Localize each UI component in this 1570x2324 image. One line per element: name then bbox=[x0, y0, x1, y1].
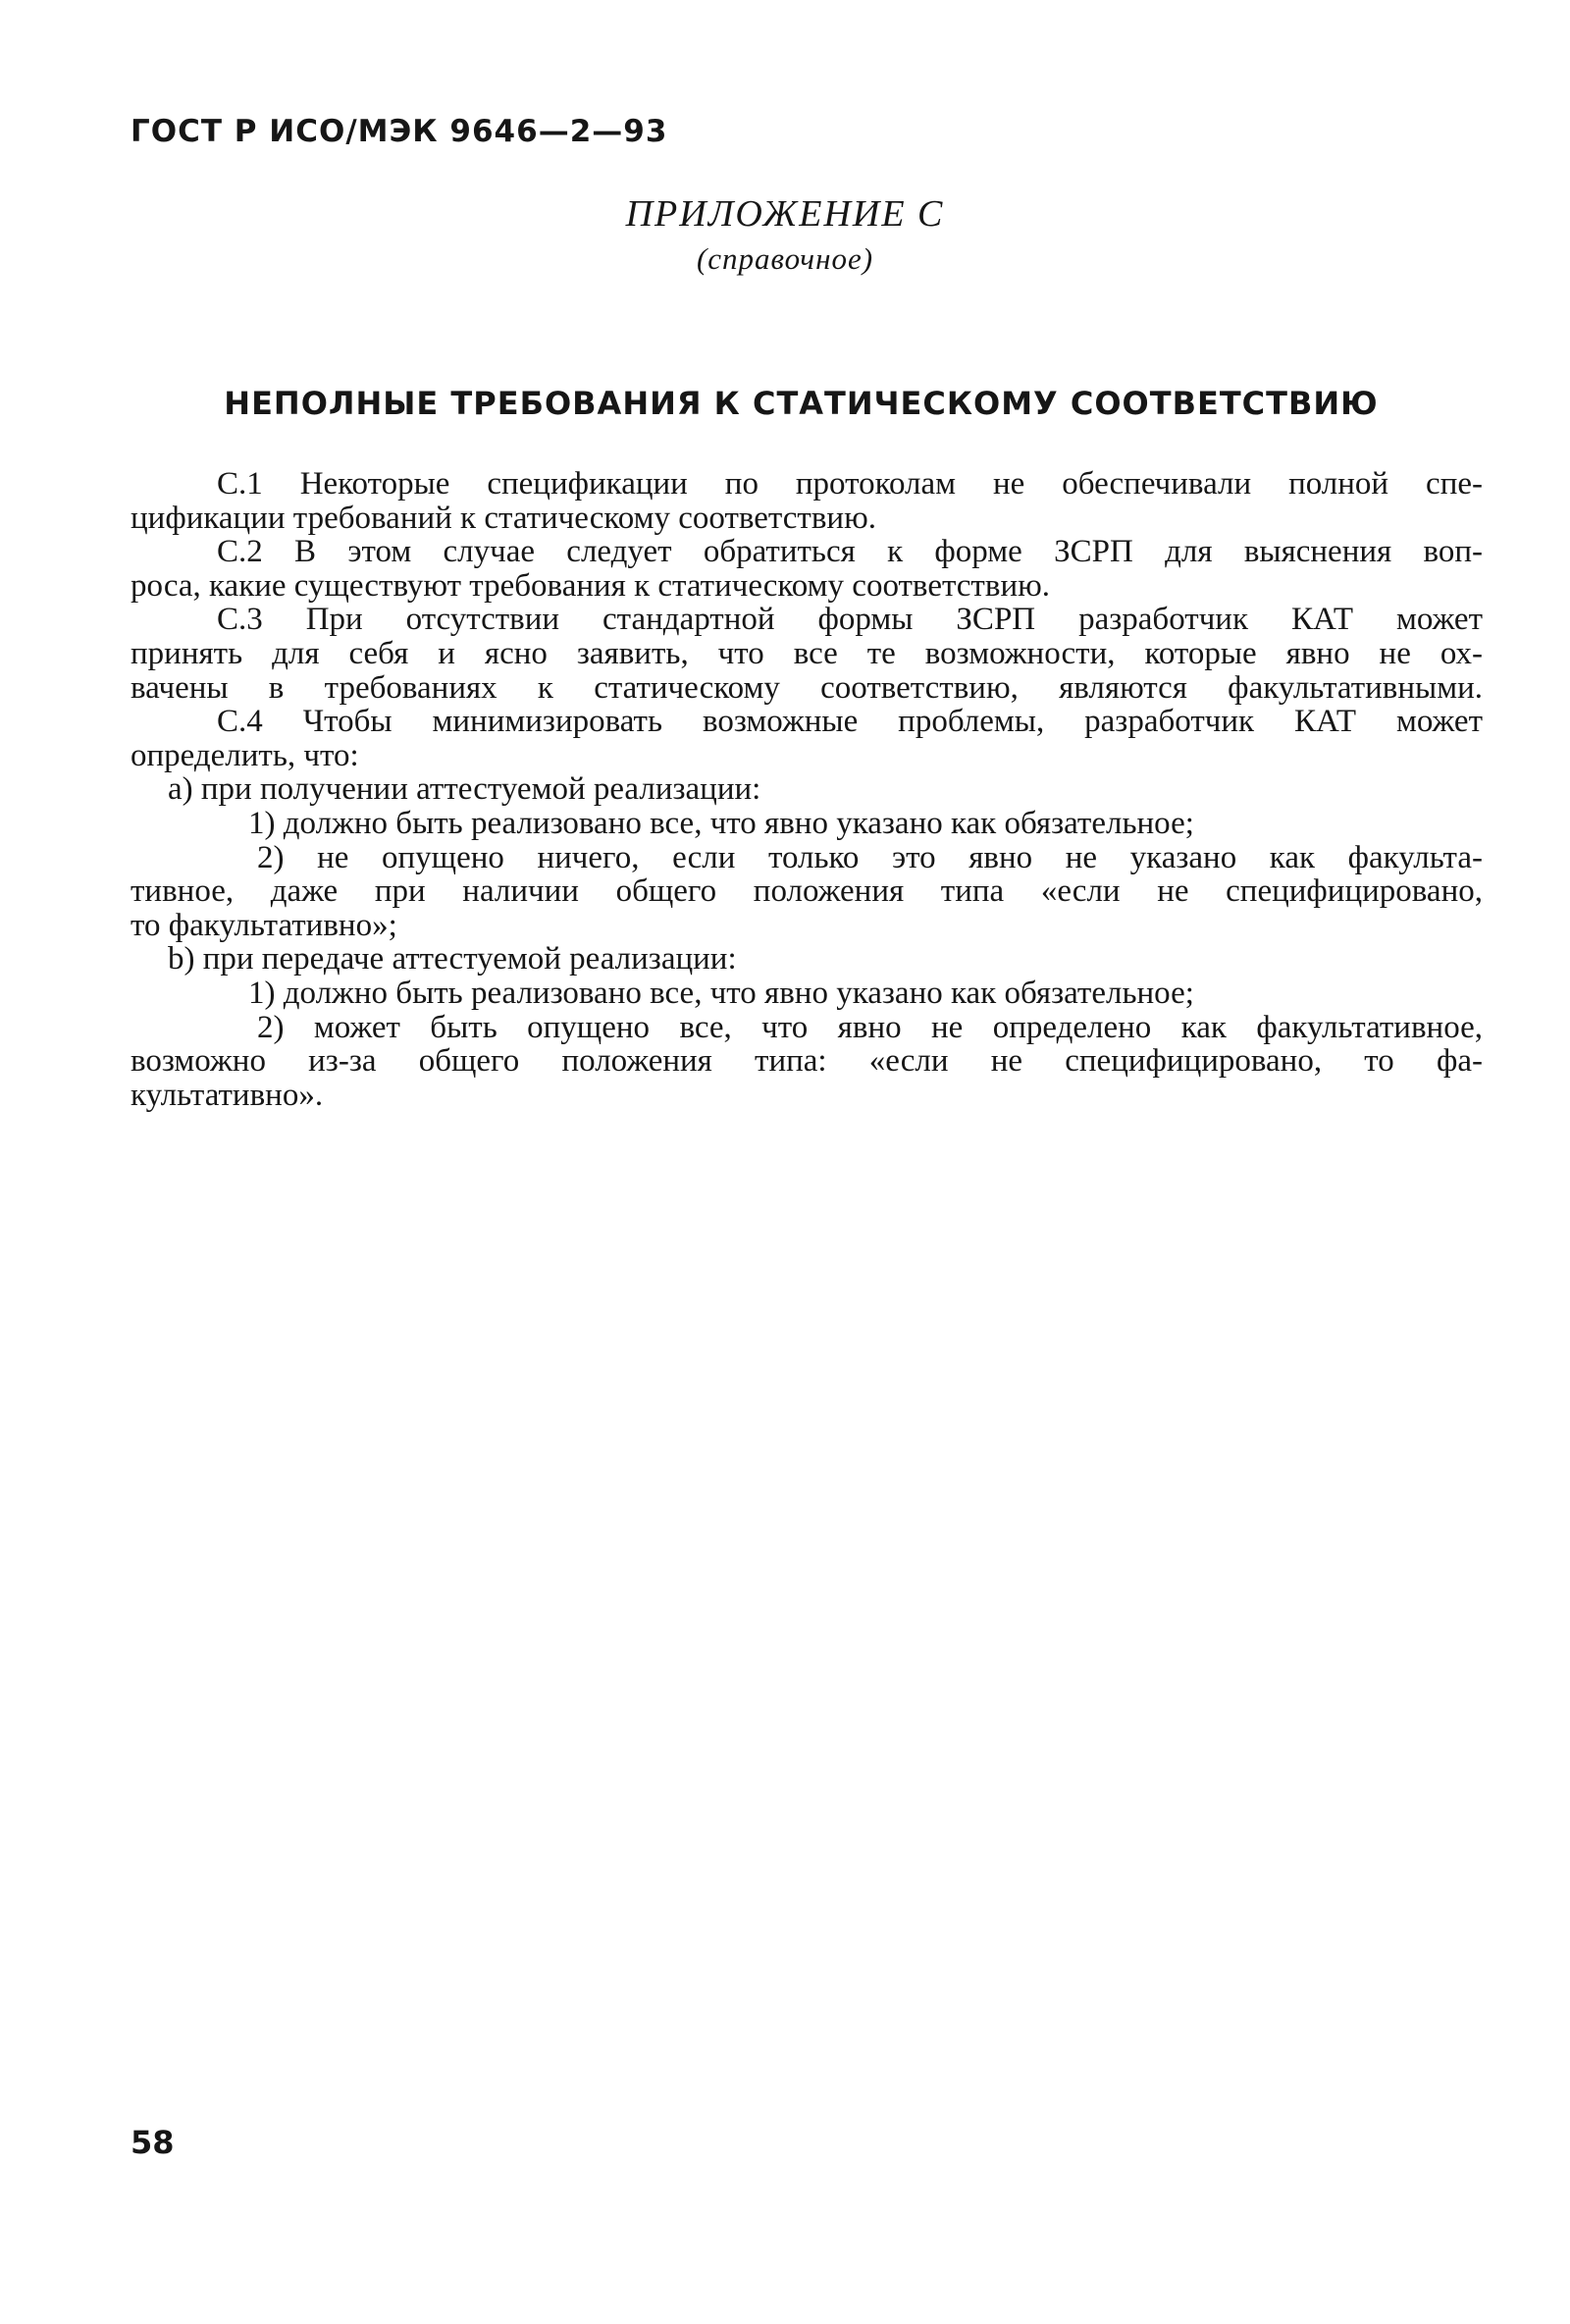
text-line: принять для себя и ясно заявить, что все те возможности, которые явно не ох- bbox=[131, 635, 1483, 671]
section-heading: НЕПОЛНЫЕ ТРЕБОВАНИЯ К СТАТИЧЕСКОМУ СООТВЕТСТВИЮ bbox=[224, 385, 1379, 422]
page-number: 58 bbox=[131, 2124, 175, 2161]
list-item-b: b) при передаче аттестуемой реализации: bbox=[168, 941, 737, 977]
list-subitem: 1) должно быть реализовано все, что явно указано как обязательное; bbox=[248, 975, 1194, 1011]
text-line: цификации требований к статическому соответствию. bbox=[131, 500, 876, 536]
text-line: определить, что: bbox=[131, 737, 359, 773]
text-line: то факультативно»; bbox=[131, 907, 397, 943]
text-line: C.2 В этом случае следует обратиться к форме ЗСРП для выяснения воп- bbox=[217, 534, 1483, 570]
list-subitem: 2) может быть опущено все, что явно не определено как факультативное, bbox=[257, 1009, 1483, 1045]
list-subitem: 2) не опущено ничего, если только это явно не указано как факульта- bbox=[257, 839, 1483, 875]
appendix-title: ПРИЛОЖЕНИЕ С bbox=[625, 193, 945, 235]
list-item-a: a) при получении аттестуемой реализации: bbox=[168, 771, 761, 808]
text-line: C.4 Чтобы минимизировать возможные проблемы, разработчик КАТ может bbox=[217, 704, 1483, 740]
text-line: C.1 Некоторые спецификации по протоколам не обеспечивали полной спе- bbox=[217, 466, 1483, 502]
text-line: роса, какие существуют требования к статическому соответствию. bbox=[131, 567, 1051, 604]
text-line: C.3 При отсутствии стандартной формы ЗСРП разработчик КАТ может bbox=[217, 602, 1483, 638]
text-line: тивное, даже при наличии общего положения типа «если не специфицировано, bbox=[131, 873, 1483, 910]
body-text bbox=[131, 467, 1483, 1112]
text-line: возможно из-за общего положения типа: «если не специфицировано, то фа- bbox=[131, 1043, 1483, 1080]
standard-code-header: ГОСТ Р ИСО/МЭК 9646—2—93 bbox=[131, 114, 668, 149]
appendix-subtitle: (справочное) bbox=[696, 241, 874, 276]
text-line: вачены в требованиях к статическому соответствию, являются факультативными. bbox=[131, 669, 1483, 706]
list-subitem: 1) должно быть реализовано все, что явно указано как обязательное; bbox=[248, 805, 1194, 841]
text-line: культативно». bbox=[131, 1077, 324, 1113]
